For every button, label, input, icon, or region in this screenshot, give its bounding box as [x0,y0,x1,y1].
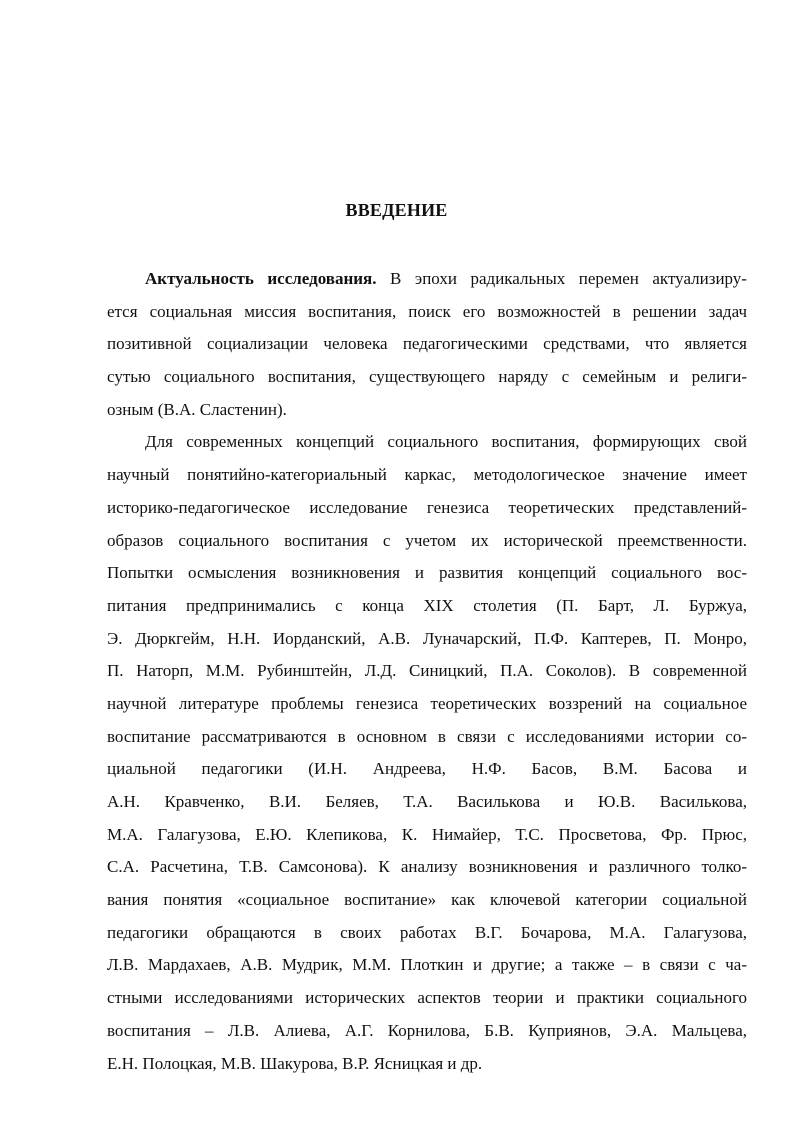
paragraph2-line: Э. Дюркгейм, Н.Н. Иорданский, А.В. Луначарский, П.Ф. Каптерев, П. Монро, [107,628,747,648]
paragraph2-line: П. Наторп, М.М. Рубинштейн, Л.Д. Синицкий, П.А. Соколов). В современной [107,661,747,681]
paragraph2-line: педагогики обращаются в своих работах В.Г. Бочарова, М.А. Галагузова, [107,922,747,942]
paragraph1-line1-rest: В эпохи радикальных перемен актуализиру- [376,269,747,288]
paragraph2-line: А.Н. Кравченко, В.И. Беляев, Т.А. Василькова и Ю.В. Василькова, [107,792,747,811]
paragraph2-line: вания понятия «социальное воспитание» как ключевой категории социальной [107,890,747,910]
paragraph2-line: воспитание рассматриваются в основном в связи с исследованиями истории со- [107,726,747,746]
paragraph2-line: Л.В. Мардахаев, А.В. Мудрик, М.М. Плоткин и другие; а также – в связи с ча- [107,955,747,975]
paragraph1-line4: сутью социального воспитания, существующего наряду с семейным и религи- [107,367,747,387]
paragraph1-line5: озным (В.А. Сластенин). [107,399,287,419]
paragraph2-line: питания предпринимались с конца XIX столетия (П. Барт, Л. Буржуа, [107,595,747,615]
paragraph2-line: С.А. Расчетина, Т.В. Самсонова). К анализу возникновения и различного толко- [107,857,747,877]
paragraph2-line: образов социального воспитания с учетом их исторической преемственности. [107,530,747,550]
paragraph1-lead: Актуальность исследования. [145,269,377,288]
section-heading: ВВЕДЕНИЕ [345,200,448,220]
paragraph2-line: научный понятийно-категориальный каркас, методологическое значение имеет [107,465,747,485]
paragraph2-line: историко-педагогическое исследование генезиса теоретических представлений- [107,497,747,517]
paragraph2-line: Для современных концепций социального воспитания, формирующих свой [145,432,747,452]
paragraph1-line2: ется социальная миссия воспитания, поиск его возможностей в решении задач [107,301,747,321]
paragraph2-line: воспитания – Л.В. Алиева, А.Г. Корнилова, Б.В. Куприянов, Э.А. Мальцева, [107,1020,747,1040]
paragraph2-line: научной литературе проблемы генезиса теоретических воззрений на социальное [107,693,747,713]
paragraph2-line: М.А. Галагузова, Е.Ю. Клепикова, К. Нимайер, Т.С. Просветова, Фр. Прюс, [107,824,747,844]
paragraph2-line: Е.Н. Полоцкая, М.В. Шакурова, В.Р. Ясницкая и др. [107,1053,483,1073]
paragraph2-line: стными исследованиями исторических аспектов теории и практики социального [107,988,747,1008]
paragraph2-line: Попытки осмысления возникновения и развития концепций социального вос- [107,563,747,583]
paragraph1-line1 [107,263,747,296]
paragraph1-line3: позитивной социализации человека педагогическими средствами, что является [107,334,747,354]
body-text [107,263,747,1080]
paragraph2-line: циальной педагогики (И.Н. Андреева, Н.Ф. Басов, В.М. Басова и [107,759,747,779]
